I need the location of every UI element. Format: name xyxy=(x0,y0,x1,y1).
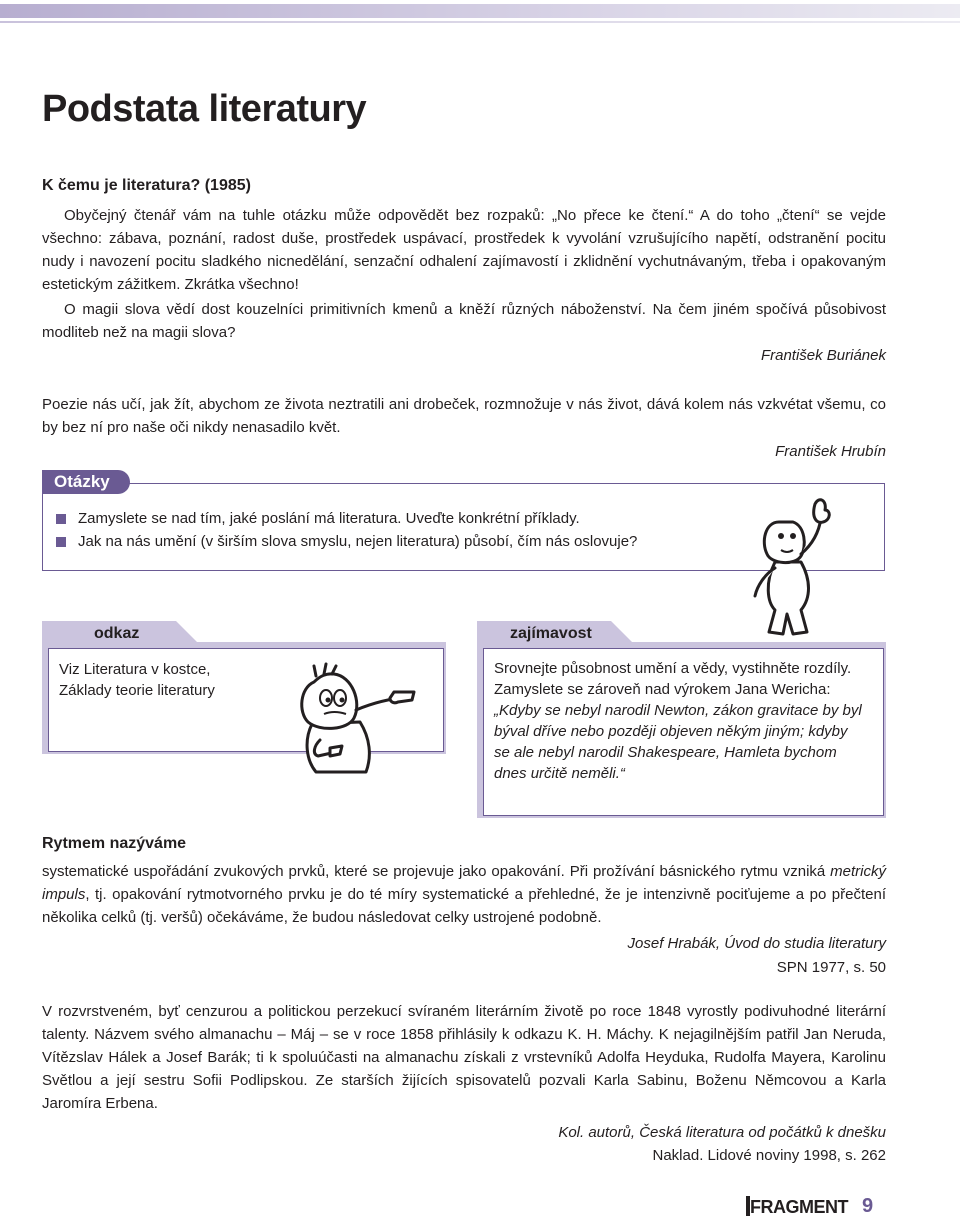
paragraph-burianek-1: Obyčejný čtenář vám na tuhle otázku může odpovědět bez rozpaků: „No přece ke čtení.“ A do toho „čtení“ se vejde všechno: zábava, poznání, radost duše, prostředek uspávací, prostředek k vyvolání vzrušujícího napětí, odstranění pocitu nudy i navození pocitu sladkého nicnedělání, senzační odhalení zajímavostí i zklidnění vychutnávaným, třeba i opakovaným estetickým zážitkem. Zkrátka všechno! xyxy=(42,207,886,293)
waving-figure-illustration xyxy=(735,492,835,642)
header-stripe-thin xyxy=(0,21,960,23)
publisher-hrabak: SPN 1977, s. 50 xyxy=(776,959,886,976)
author-hrubin: František Hrubín xyxy=(775,443,886,460)
author-burianek: František Buriánek xyxy=(760,347,886,364)
odkaz-line-1: Viz Literatura v kostce, xyxy=(59,661,211,678)
source-kol-autoru: Kol. autorů, Česká literatura od počátků k dnešku xyxy=(558,1124,886,1141)
question-item: Zamyslete se nad tím, jaké poslání má literatura. Uveďte konkrétní příklady. xyxy=(56,507,637,530)
paragraph-burianek-2: O magii slova vědí dost kouzelníci primitivních kmenů a kněží různých náboženství. Na čem jiném spočívá působivost modliteb než na magii slova? xyxy=(42,301,886,341)
bullet-square-icon xyxy=(56,514,66,524)
fragment-logo: FRAGMENT xyxy=(750,1197,848,1217)
publisher-lidove-noviny: Naklad. Lidové noviny 1998, s. 262 xyxy=(652,1147,886,1164)
source-hrabak: Josef Hrabák, Úvod do studia literatury xyxy=(627,935,886,952)
paragraph-hrabak: systematické uspořádání zvukových prvků, které se projevuje jako opakování. Při prožívání básnického rytmu vzniká metrický impuls, tj. opakování rytmotvorného prvku je do té míry systematické a přehledné, že je intenzivně pociťujeme a po přečtení několika celků (tj. veršů) očekáváme, že budou následovat celky ustrojené podobně. xyxy=(42,863,886,926)
paragraph-hrubin: Poezie nás učí, jak žít, abychom ze života neztratili ani drobeček, rozmnožuje v nás život, dává kolem nás vzkvétat všemu, co by bez ní pro naše oči nikdy nenasadilo květ. xyxy=(42,396,886,436)
question-item: Jak na nás umění (v širším slova smyslu, nejen literatura) působí, čím nás oslovuje? xyxy=(56,530,637,553)
zajimavost-tab-corner xyxy=(611,621,633,643)
section-heading-rytmem: Rytmem nazýváme xyxy=(42,835,187,852)
header-stripe xyxy=(0,4,960,18)
odkaz-line-2: Základy teorie literatury xyxy=(59,682,215,699)
page-title: Podstata literatury xyxy=(42,88,367,130)
page-number: 9 xyxy=(862,1195,874,1217)
paragraph-maj: V rozvrstveném, byť cenzurou a politickou perzekucí svíraném literárním životě po roce 1848 vyrostly podivuhodné literární talenty. Názvem svého almanachu – Máj – se v roce 1858 přihlásily k odkazu K. H. Máchy. K nejagilnějším patřil Jan Neruda, Vítězslav Hálek a Josef Barák; ti k spoluúčasti na almanachu získali z vrstevníků Adolfa Heyduka, Rudolfa Mayera, Karolinu Světlou a její sestru Sofii Podlipskou. Ze starších žijících spisovatelů pozvali Karla Sabinu, Boženu Němcovou a Karla Jaromíra Erbena. xyxy=(42,1003,886,1112)
odkaz-label: odkaz xyxy=(94,625,140,642)
odkaz-tab-corner xyxy=(176,621,198,643)
questions-list xyxy=(56,507,637,553)
werich-quote: „Kdyby se nebyl narodil Newton, zákon gravitace by byl býval dříve nebo později objeven někým jiným; kdyby se ale nebyl narodil Shakespeare, Hamleta bychom dnes určitě neměli.“ xyxy=(494,702,862,782)
zajimavost-text: Srovnejte působnost umění a vědy, vystihněte rozdíly. Zamyslete se zároveň nad výrokem Jana Wericha: „Kdyby se nebyl narodil Newton, zákon gravitace by byl býval dříve nebo později objeven někým jiným; kdyby se ale nebyl narodil Shakespeare, Hamleta bychom dnes určitě neměli.“ xyxy=(494,660,862,782)
bullet-square-icon xyxy=(56,537,66,547)
questions-label: Otázky xyxy=(42,470,130,494)
pointing-figure-illustration xyxy=(290,660,420,775)
section-heading-k-cemu: K čemu je literatura? (1985) xyxy=(42,177,251,194)
zajimavost-label: zajímavost xyxy=(510,625,592,642)
